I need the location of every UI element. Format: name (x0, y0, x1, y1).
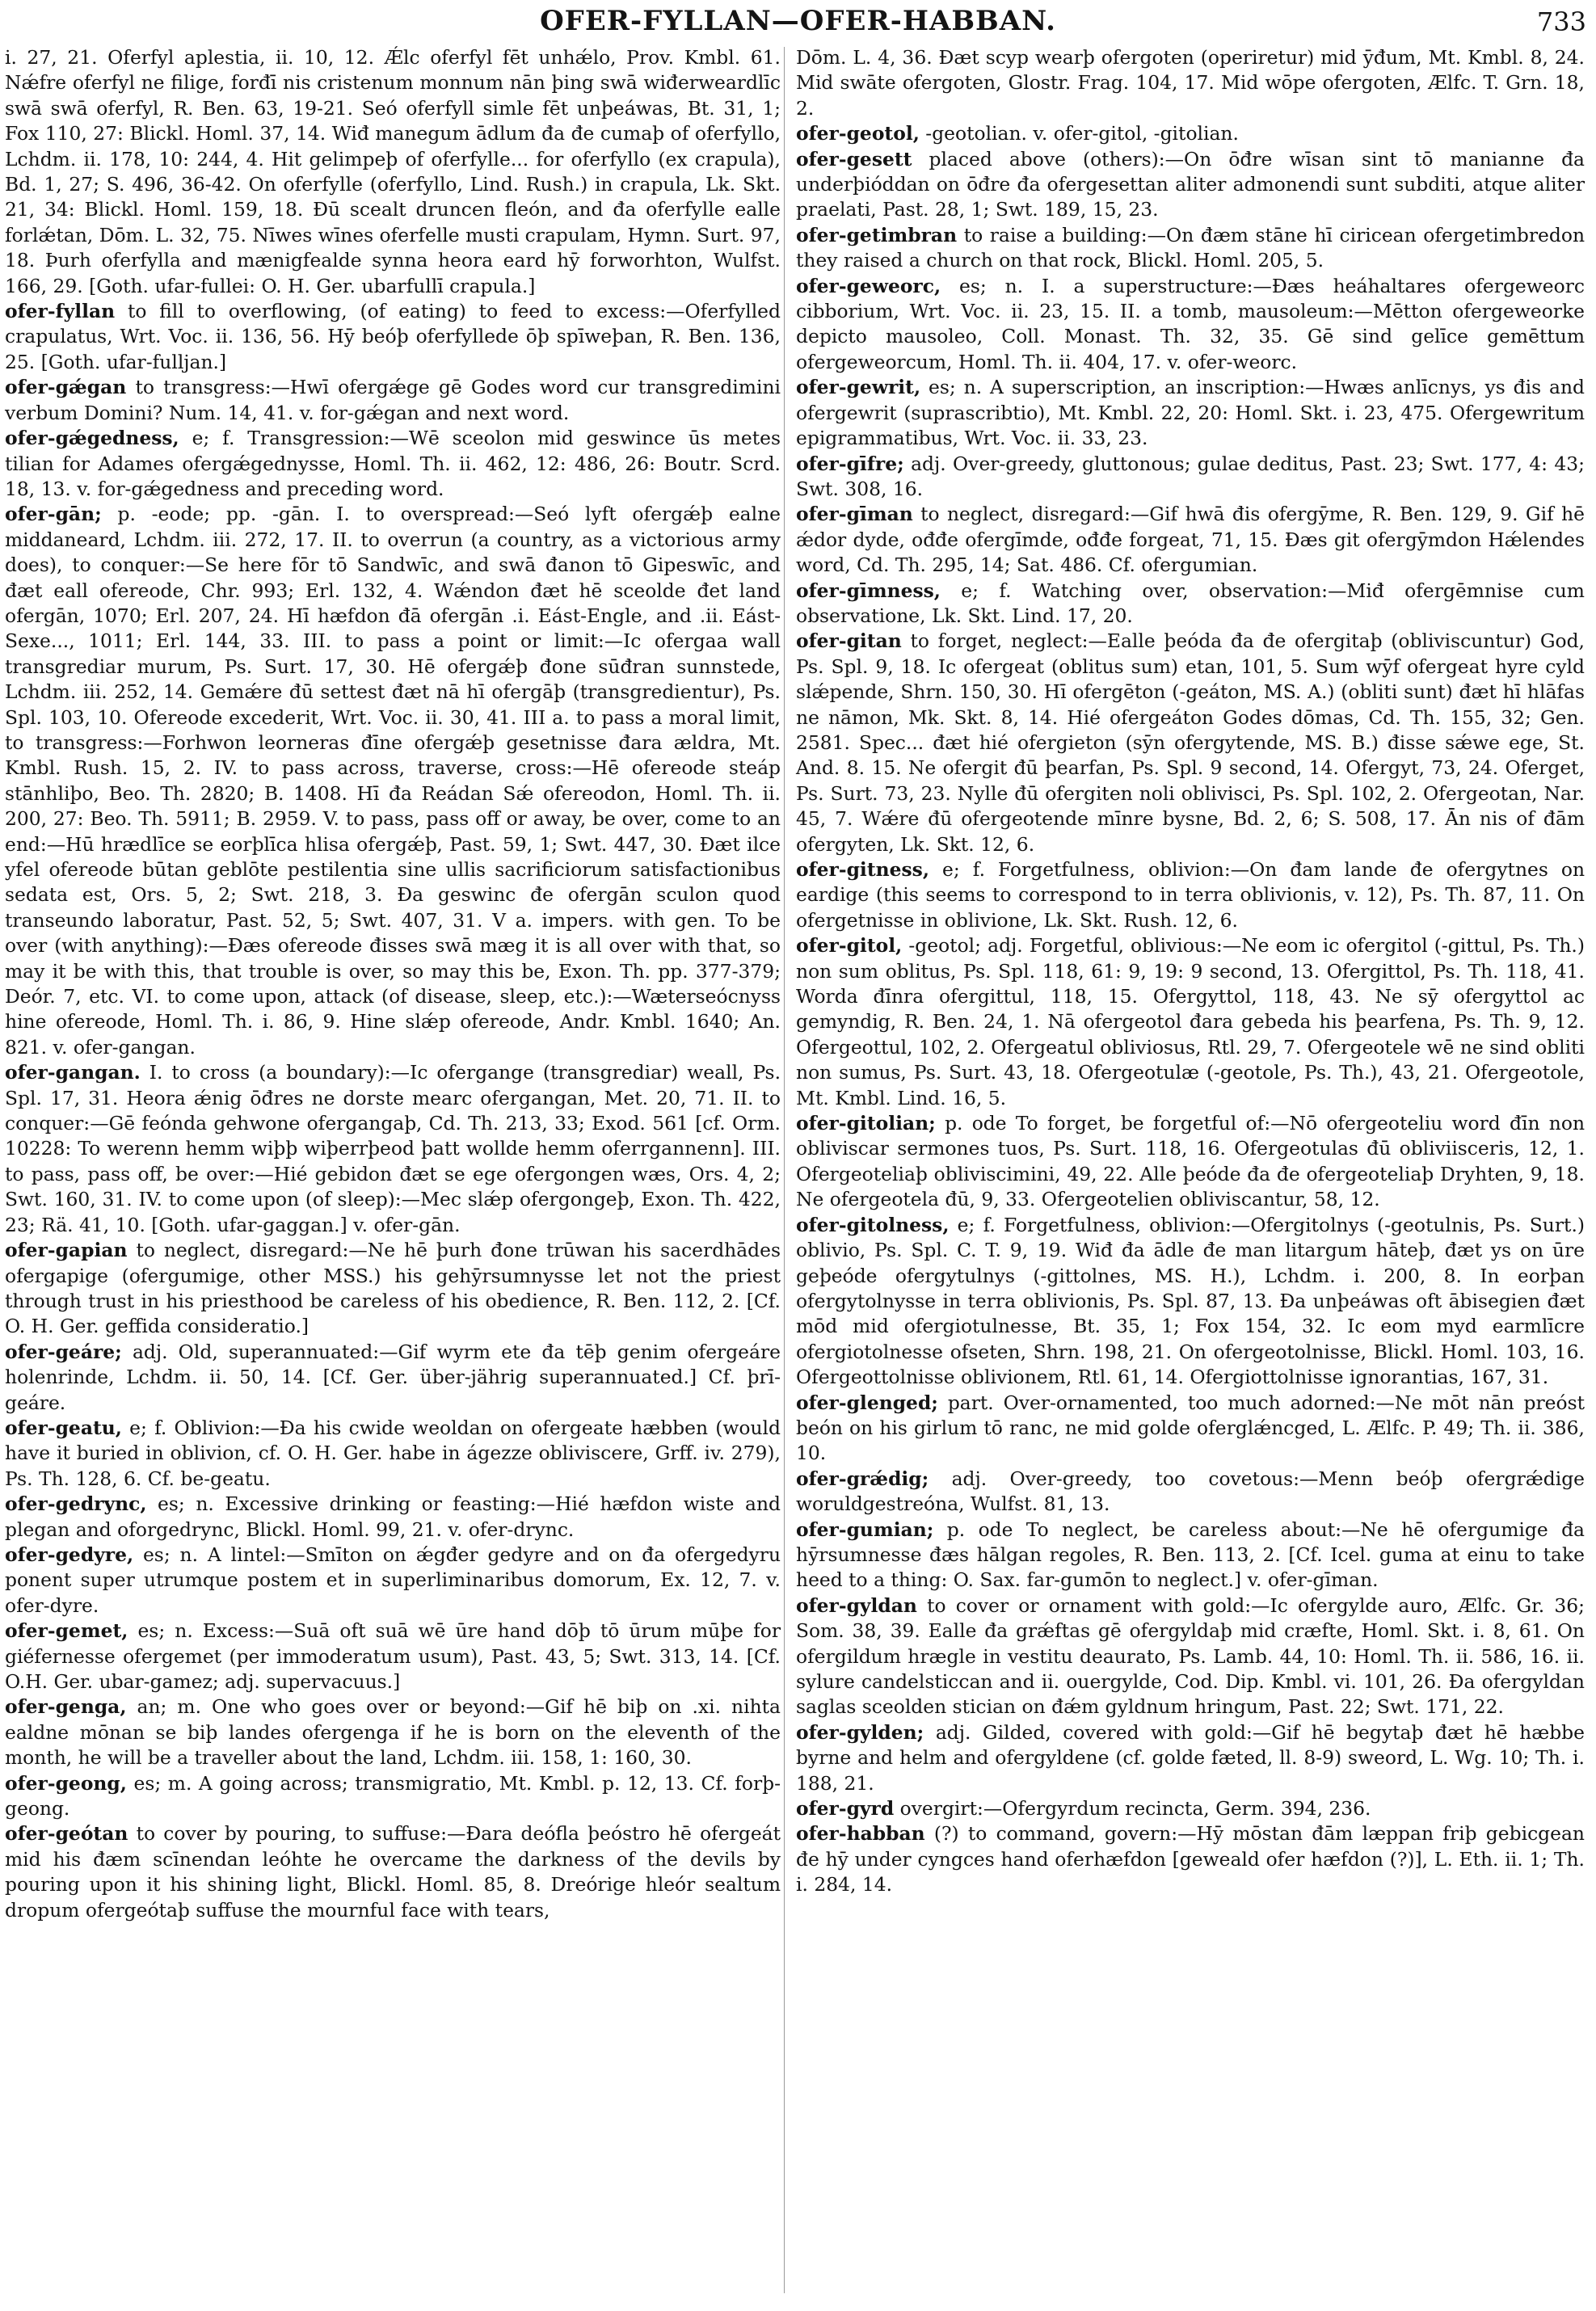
entry-text: es; n. Excessive drinking or feasting:—Hié hæfdon wiste and plegan and oforgedrync, Blickl. Homl. 99, 21. v. ofer-drync. (5, 1492, 781, 1541)
entry-text: e; f. Watching over, observation:—Miđ ofergēmnise cum observatione, Lk. Skt. Lind. 17, 20. (796, 579, 1585, 627)
entry-text: -geotol; adj. Forgetful, oblivious:—Ne eom ic ofergitol (-gittul, Ps. Th.) non sum oblitus, Ps. Spl. 118, 61: 9, 19: 9 second, 13. Ofergittol, Ps. Th. 118, 41. Worda đīnra ofergittul, 118, 15. Ofergyttol, 118, 43. Ne sȳ ofergyttol ac gemyndig, R. Ben. 24, 1. Nā ofergeotol đara gebeda his þearfena, Ps. Th. 9, 12. Ofergeottul, 102, 2. Ofergeatul obliviosus, Rtl. 29, 7. Ofergeotele wē ne sind obliti non sumus, Ps. Surt. 43, 18. Ofergeotulæ (-geotole, Ps. Th.), 43, 21. Ofergeotole, Mt. Kmbl. Lind. 16, 5. (796, 934, 1585, 1109)
entry-headword: ofer-geotol, (796, 122, 920, 145)
entry-headword: ofer-gǽgedness, (5, 427, 179, 450)
dictionary-entry (796, 1821, 1585, 1897)
dictionary-entry (5, 1416, 781, 1492)
entry-text: placed above (others):—On ōđre wīsan sint tō manianne đa underþióddan on ōđre đa ofergesettan aliter admonendi sunt subditi, atque aliter praelati, Past. 28, 1; Swt. 189, 15, 23. (796, 147, 1585, 221)
entry-headword: ofer-genga, (5, 1695, 127, 1719)
dictionary-entry (796, 1796, 1585, 1821)
entry-headword: ofer-geweorc, (796, 274, 941, 297)
dictionary-entry (796, 147, 1585, 223)
entry-text: es; n. Excess:—Suā oft suā wē ūre hand dōþ tō ūrum mūþe for giéfernesse ofergemet (per immoderatum usum), Past. 43, 5; Swt. 313, 14. [Cf. O.H. Ger. ubar-gamez; adj. supervacuus.] (5, 1619, 781, 1693)
entry-text: i. 27, 21. Oferfyl aplestia, ii. 10, 12. Ǽlc oferfyl fēt unhǽlo, Prov. Kmbl. 61. Nǽfre oferfyl ne filige, forđī nis cristenum monnum nān þing swā wiđerweardlīc swā swā oferfyl, R. Ben. 63, 19-21. Seó oferfyll simle fēt unþeáwas, Bt. 31, 1; Fox 110, 27: Blickl. Homl. 37, 14. Wiđ manegum ādlum đa đe cumaþ of oferfyllo, Lchdm. ii. 178, 10: 244, 4. Hit gelimpeþ of oferfylle... for oferfyllo (ex crapula), Bd. 1, 27; S. 496, 36-42. On oferfylle (oferfyllo, Lind. Rush.) in crapula, Lk. Skt. 21, 34: Blickl. Homl. 159, 18. Đū scealt druncen fleón, and đa oferfylle ealle forlǽtan, Dōm. L. 32, 75. Nīwes wīnes oferfelle musti crapulam, Hymn. Surt. 97, 18. Þurh oferfylla and mænigfealde synna heora eard hȳ forworhton, Wulfst. 166, 29. [Goth. ufar-fullei: O. H. Ger. ubarfullī crapula.] (5, 46, 781, 297)
entry-headword: ofer-gewrit, (796, 376, 921, 399)
entry-headword: ofer-habban (796, 1822, 925, 1846)
entry-headword: ofer-geatu, (5, 1416, 122, 1439)
page-header (0, 5, 1596, 40)
dictionary-entry (796, 1467, 1585, 1518)
entry-text: es; m. A going across; transmigratio, Mt. Kmbl. p. 12, 13. Cf. forþ-geong. (5, 1771, 781, 1821)
entry-text: an; m. One who goes over or beyond:—Gif hē biþ on .xi. nihta ealdne mōnan se biþ landes ofergenga if he is born on the eleventh of the month, he will be a traveller about the land, Lchdm. iii. 158, 1: 160, 30. (5, 1695, 781, 1770)
entry-headword: ofer-geótan (5, 1822, 128, 1846)
page-number: 733 (1536, 6, 1586, 37)
dictionary-entry (796, 274, 1585, 376)
dictionary-entry (5, 1694, 781, 1770)
dictionary-entry (796, 629, 1585, 857)
entry-headword: ofer-gyldan (796, 1593, 917, 1617)
dictionary-entry (5, 502, 781, 1060)
dictionary-entry (796, 452, 1585, 503)
dictionary-entry (5, 1492, 781, 1543)
entry-headword: ofer-gitolian; (796, 1112, 936, 1135)
entry-headword: ofer-gumian; (796, 1518, 934, 1541)
dictionary-entry (796, 1213, 1585, 1391)
entry-text: overgirt:—Ofergyrdum recincta, Germ. 394, 236. (899, 1797, 1371, 1821)
entry-text: e; f. Oblivion:—Đa his cwide weoldan on ofergeate hæbben (would have it buried in oblivion, cf. O. H. Ger. habe in ágezze obliviscere, Grff. iv. 279), Ps. Th. 128, 6. Cf. be-geatu. (5, 1416, 781, 1490)
entry-headword: ofer-gǽgan (5, 376, 127, 399)
entry-headword: ofer-gitness, (796, 858, 929, 881)
dictionary-entry (5, 1771, 781, 1822)
dictionary-entry (5, 1340, 781, 1416)
entry-text: -geotolian. v. ofer-gitol, -gitolian. (925, 122, 1239, 145)
entry-text: to neglect, disregard:—Ne hē þurh đone trūwan his sacerdhādes ofergapige (ofergumige, other MSS.) his gehȳrsumnysse let not the priest through trust in his priesthood be careless of his obedience, R. Ben. 112, 2. [Cf. O. H. Ger. geffida consideratio.] (5, 1239, 781, 1338)
dictionary-entry (796, 223, 1585, 274)
entry-text: to neglect, disregard:—Gif hwā đis ofergȳme, R. Ben. 129, 9. Gif hē ǽdor dyde, ođđe ofergīmde, ođđe forgeat, 71, 15. Đæs git ofergȳmdon Hǽlendes word, Cd. Th. 295, 14; Sat. 486. Cf. ofergumian. (796, 503, 1585, 577)
entry-headword: ofer-gemet, (5, 1619, 128, 1643)
entry-text: I. to cross (a boundary):—Ic ofergange (transgrediar) weall, Ps. Spl. 17, 31. Heora ǽnig ōđres ne dorste mearc ofergangan, Met. 20, 71. II. to conquer:—Gē feónda gehwone ofergangaþ, Cd. Th. 213, 33; Exod. 561 [cf. Orm. 10228: To werenn hemm wiþþ wiþerrþeod þatt wollde hemm oferrgannenn]. III. to pass, pass off, be over:—Hié gebidon đæt se ege ofergongen wæs, Ors. 4, 2; Swt. 160, 31. IV. to come upon (of sleep):—Mec slǽp ofergongeþ, Exon. Th. 422, 23; Rä. 41, 10. [Goth. ufar-gaggan.] v. ofer-gān. (5, 1061, 781, 1236)
dictionary-entry (796, 121, 1585, 146)
entry-headword: ofer-gān; (5, 503, 102, 526)
entry-headword: ofer-gedrync, (5, 1492, 147, 1516)
entry-headword: ofer-gapian (5, 1239, 128, 1262)
entry-text: es; n. A superscription, an inscription:—Hwæs anlīcnys, ys đis and ofergewrit (suprascribtio), Mt. Kmbl. 22, 20: Homl. Skt. i. 23, 475. Ofergewritum epigrammatibus, Wrt. Voc. ii. 33, 23. (796, 376, 1585, 450)
column-divider (784, 47, 785, 2293)
entry-text: adj. Gilded, covered with gold:—Gif hē begytaþ đæt hē hæbbe byrne and helm and ofergyldene (cf. golde fæted, ll. 8-9) sweord, L. Wg. 10; Th. i. 188, 21. (796, 1720, 1585, 1795)
dictionary-entry (5, 1238, 781, 1340)
dictionary-entry (796, 579, 1585, 629)
entry-headword: ofer-gīman (796, 503, 913, 526)
dictionary-entry (5, 375, 781, 426)
entry-text: adj. Old, superannuated:—Gif wyrm ete đa tēþ genim ofergeáre holenrinde, Lchdm. ii. 50, 14. [Cf. Ger. über-jährig superannuated.] Cf. þrī-geáre. (5, 1340, 781, 1414)
left-column (5, 45, 781, 1923)
entry-text: to transgress:—Hwī ofergǽge gē Godes word cur transgredimini verbum Domini? Num. 14, 41. v. for-gǽgan and next word. (5, 376, 781, 424)
entry-headword: ofer-gitolness, (796, 1213, 950, 1236)
entry-text: part. Over-ornamented, too much adorned:—Ne mōt nān preóst beón on his girlum tō ranc, ne mid golde oferglǽncged, L. Ælfc. P. 49; Th. ii. 386, 10. (796, 1391, 1585, 1465)
entry-text: adj. Over-greedy, too covetous:—Menn beóþ ofergrǽdige woruldgestreóna, Wulfst. 81, 13. (796, 1467, 1585, 1516)
entry-text: es; n. A lintel:—Smīton on ǽgđer gedyre and on đa ofergedyru ponent super utrumque postem et in superliminaribus domorum, Ex. 12, 7. v. ofer-dyre. (5, 1543, 781, 1617)
entry-text: (?) to command, govern:—Hȳ mōstan đām læppan friþ gebicgean đe hȳ under cyngces hand oferhæfdon [geweald ofer hæfdon (?)], L. Eth. ii. 1; Th. i. 284, 14. (796, 1822, 1585, 1896)
dictionary-entry (5, 1821, 781, 1923)
dictionary-entry (5, 299, 781, 375)
entry-text: to forget, neglect:—Ealle þeóda đa đe ofergitaþ (obliviscuntur) God, Ps. Spl. 9, 18. Ic ofergeat (oblitus sum) etan, 101, 5. Sum wȳf ofergeat hyre cyld slǽpende, Shrn. 150, 30. Hī ofergēton (-geáton, MS. A.) (obliti sunt) đæt hī hlāfas ne nāmon, Mk. Skt. 8, 14. Hié ofergeáton Godes dōmas, Cd. Th. 155, 32; Gen. 2581. Spec... đæt hié ofergieton (sȳn ofergytende, MS. B.) đisse sǽwe ege, St. And. 8. 15. Ne ofergit đū þearfan, Ps. Spl. 9 second, 14. Ofergyt, 73, 24. Oferget, Ps. Surt. 73, 23. Nylle đū ofergiten noli oblivisci, Ps. Spl. 102, 2. Ofergeotan, Nar. 45, 7. Wǽre đū ofergeotende mīnre bysne, Bd. 2, 6; S. 508, 17. Ān nis of đām ofergyten, Lk. Skt. 12, 6. (796, 629, 1585, 856)
entry-text: e; f. Forgetfulness, oblivion:—On đam lande đe ofergytnes on eardige (this seems to correspond to in terra oblivionis, v. 12), Ps. Th. 87, 11. On ofergetnisse in oblivione, Lk. Skt. Rush. 12, 6. (796, 858, 1585, 932)
dictionary-entry (5, 426, 781, 502)
entry-headword: ofer-gyrd (796, 1797, 895, 1821)
entry-headword: ofer-grǽdig; (796, 1467, 929, 1490)
entry-headword: ofer-geáre; (5, 1340, 122, 1363)
dictionary-entry (796, 1518, 1585, 1593)
dictionary-entry (796, 502, 1585, 578)
entry-headword: ofer-geong, (5, 1771, 127, 1795)
entry-headword: ofer-getimbran (796, 223, 958, 246)
dictionary-entry (796, 1720, 1585, 1796)
dictionary-entry (5, 1543, 781, 1619)
dictionary-entry (796, 45, 1585, 121)
dictionary-entry (5, 45, 781, 299)
dictionary-entry (796, 933, 1585, 1111)
dictionary-entry (5, 1060, 781, 1238)
entry-headword: ofer-fyllan (5, 300, 116, 323)
dictionary-entry (796, 375, 1585, 451)
dictionary-entry (796, 857, 1585, 933)
dictionary-entry (5, 1619, 781, 1694)
entry-headword: ofer-gitan (796, 629, 902, 653)
entry-text: es; n. I. a superstructure:—Đæs heáhaltares ofergeweorc cibborium, Wrt. Voc. ii. 23, 15. II. a tomb, mausoleum:—Mētton ofergeweorke depicto mausoleo, Coll. Monast. Th. 32, 35. Gē sind gelīce gemēttum ofergeweorcum, Homl. Th. ii. 404, 17. v. ofer-weorc. (796, 274, 1585, 373)
entry-text: p. -eode; pp. -gān. I. to overspread:—Seó lyft ofergǽþ ealne middaneard, Lchdm. iii. 272, 17. II. to overrun (a country, as a victorious army does), to conquer:—Se here fōr tō Sandwīc, and swā đanon tō Gipeswīc, and đæt eall ofereode, Chr. 993; Erl. 132, 4. Wǽndon đæt hē sceolde đet land ofergān, 1070; Erl. 207, 24. Hī hæfdon đā ofergān .i. Eást-Engle, and .ii. Eást-Sexe..., 1011; Erl. 144, 33. III. to pass a point or limit:—Ic ofergaa wall transgrediar murum, Ps. Surt. 17, 30. Hē ofergǽþ đone sūđran sunnstede, Lchdm. iii. 252, 14. Gemǽre đū settest đæt nā hī ofergāþ (transgredientur), Ps. Spl. 103, 10. Ofereode excederit, Wrt. Voc. ii. 30, 41. III a. to pass a moral limit, to transgress:—Forhwon leorneras đīne ofergǽþ gesetnisse đara ældra, Mt. Kmbl. Rush. 15, 2. IV. to pass across, traverse, cross:—Hē ofereode steáp stānhliþo, Beo. Th. 2820; B. 1408. Hī đa Reádan Sǽ ofereodon, Homl. Th. ii. 200, 27: Beo. Th. 5911; B. 2959. V. to pass, pass off or away, be over, come to an end:—Hū hrædlīce se eorþlīca hlisa ofergǽþ, Past. 59, 1; Swt. 447, 30. Đæt ilce yfel ofereode būtan geblōte pestilentia sine ullis sacrificiorum satisfactionibus sedata est, Ors. 5, 2; Swt. 218, 3. Đa geswinc đe ofergān sculon quod transeundo laboratur, Past. 52, 5; Swt. 407, 31. V a. impers. with gen. To be over (with anything):—Đæs ofereode đisses swā mæg it is all over with that, so may it be with this, that trouble is over, so may this be, Exon. Th. pp. 377-379; Deór. 7, etc. VI. to come upon, attack (of disease, sleep, etc.):—Wæterseócnyss hine ofereode, Homl. Th. i. 86, 9. Hine slǽp ofereode, Andr. Kmbl. 1640; An. 821. v. ofer-gangan. (5, 503, 781, 1059)
entry-headword: ofer-gīfre; (796, 452, 904, 475)
entry-headword: ofer-gylden; (796, 1720, 924, 1744)
entry-text: to cover by pouring, to suffuse:—Đara deófla þeóstro hē ofergeát mid his đæm scīnendan leóhte he overcame the darkness of the devils by pouring upon it his shining light, Blickl. Homl. 85, 8. Dreórige hleór sealtum dropum ofergeótaþ suffuse the mournful face with tears, (5, 1822, 781, 1922)
entry-headword: ofer-gangan. (5, 1061, 141, 1084)
entry-text: to raise a building:—On đæm stāne hī ciricean ofergetimbredon they raised a church on that rock, Blickl. Homl. 205, 5. (796, 223, 1585, 272)
entry-headword: ofer-gitol, (796, 934, 903, 958)
entry-text: e; f. Transgression:—Wē sceolon mid geswince ūs metes tilian for Adames ofergǽgednysse, Homl. Th. ii. 462, 12: 486, 26: Boutr. Scrd. 18, 13. v. for-gǽgedness and preceding word. (5, 427, 781, 500)
entry-headword: ofer-gīmness, (796, 579, 941, 602)
dictionary-entry (796, 1593, 1585, 1720)
entry-text: to fill to overflowing, (of eating) to feed to excess:—Oferfylled crapulatus, Wrt. Voc. ii. 136, 56. Hȳ beóþ oferfyllede ōþ spīweþan, R. Ben. 136, 25. [Goth. ufar-fulljan.] (5, 300, 781, 373)
entry-text: p. ode To forget, be forgetful of:—Nō ofergeoteliu word đīn non obliviscar sermones tuos, Ps. Surt. 118, 16. Ofergeotulas đū obliviisceris, 12, 1. Ofergeoteliaþ obliviscimini, 49, 22. Alle þeóde đa đe ofergeoteliaþ Dryhten, 9, 18. Ne ofergeotela đū, 9, 33. Ofergeotelien obliviscantur, 58, 12. (796, 1112, 1585, 1211)
entry-headword: ofer-gesett (796, 147, 912, 170)
running-title: OFER-FYLLAN—OFER-HABBAN. (540, 5, 1056, 37)
entry-text: adj. Over-greedy, gluttonous; gulae deditus, Past. 23; Swt. 177, 4: 43; Swt. 308, 16. (796, 452, 1585, 500)
right-column (796, 45, 1585, 1898)
entry-text: Dōm. L. 4, 36. Đæt scyp wearþ ofergoten (operiretur) mid ȳđum, Mt. Kmbl. 8, 24. Mid swāte ofergoten, Glostr. Frag. 104, 17. Mid wōpe ofergoten, Ælfc. T. Grn. 18, 2. (796, 46, 1585, 120)
entry-headword: ofer-gedyre, (5, 1543, 134, 1566)
entry-text: e; f. Forgetfulness, oblivion:—Ofergitolnys (-geotulnis, Ps. Surt.) oblivio, Ps. Spl. C. T. 9, 19. Wiđ đa ādle đe man litargum hāteþ, đæt ys on ūre geþeóde ofergytulnys (-gittolnes, MS. H.), Lchdm. i. 200, 8. In eorþan ofergytolnysse in terra oblivionis, Ps. Spl. 87, 13. Đa unþeáwas oft ābisegien đæt mōd mid ofergiotulnesse, Bt. 35, 1; Fox 154, 32. Ic eom myd earmlīcre ofergiotolnesse ofseten, Shrn. 198, 21. On ofergeotolnisse, Blickl. Homl. 103, 16. Ofergeottolnisse oblivionem, Rtl. 61, 14. Ofergiottolnisse ignorantias, 167, 31. (796, 1213, 1585, 1389)
entry-headword: ofer-glenged; (796, 1391, 938, 1414)
entry-text: p. ode To neglect, be careless about:—Ne hē ofergumige đa hȳrsumnesse đæs hālgan regoles, R. Ben. 113, 2. [Cf. Icel. guma at einu to take heed to a thing: O. Sax. far-gumōn to neglect.] v. ofer-gīman. (796, 1518, 1585, 1592)
dictionary-entry (796, 1111, 1585, 1213)
entry-text: to cover or ornament with gold:—Ic ofergylde auro, Ælfc. Gr. 36; Som. 38, 39. Ealle đa grǽftas gē ofergyldaþ mid cræfte, Homl. Skt. i. 8, 61. On ofergildum hrægle in vestitu deaurato, Ps. Lamb. 44, 10: Homl. Th. ii. 586, 16. ii. sylure candelsticcan and ii. ouergylde, Cod. Dip. Kmbl. vi. 101, 26. Đa ofergyldan saglas sceolden stician on đǽm gyldnum hringum, Past. 22; Swt. 171, 22. (796, 1593, 1585, 1719)
dictionary-entry (796, 1391, 1585, 1467)
